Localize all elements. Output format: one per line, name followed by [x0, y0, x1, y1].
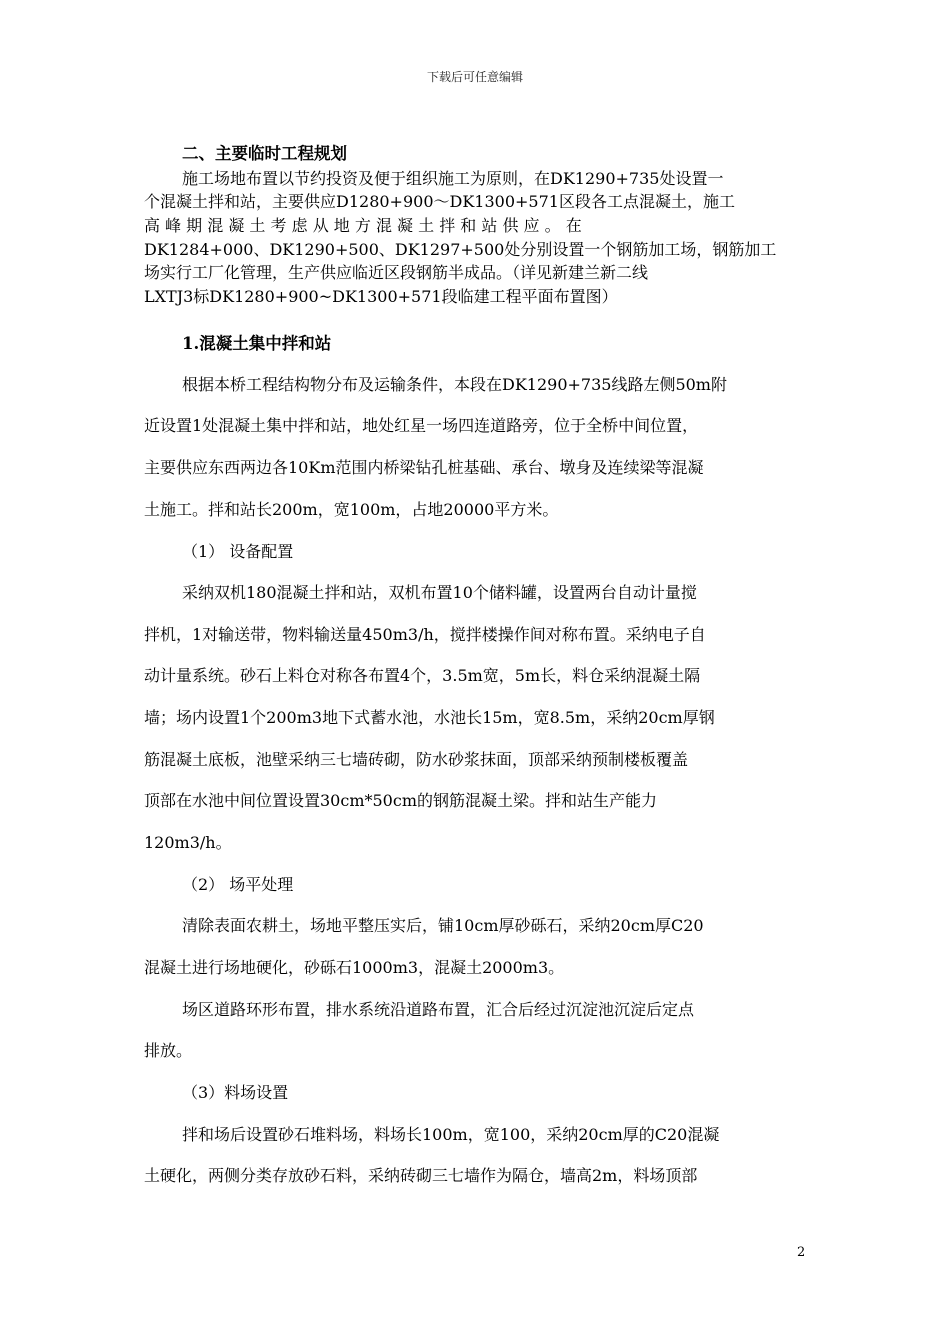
intro-line: 个混凝土拌和站，主要供应D1280+900～DK1300+571区段各工点混凝土，施工: [144, 192, 735, 211]
body-line: 近设置1处混凝土集中拌和站，地处红星一场四连道路旁，位于全桥中间位置，: [144, 416, 699, 435]
section-title: 二、主要临时工程规划: [182, 144, 347, 163]
item-heading: （3）料场设置: [182, 1083, 289, 1102]
page-number: 2: [797, 1245, 806, 1260]
intro-line: LXTJ3标DK1280+900~DK1300+571段临建工程平面布置图）: [144, 287, 618, 306]
page-header: 下载后可任意编辑: [426, 70, 523, 84]
body-line: 混凝土进行场地硬化，砂砾石1000m3，混凝土2000m3。: [144, 958, 565, 977]
body-line: 采纳双机180混凝土拌和站，双机布置10个储料罐，设置两台自动计量搅: [182, 583, 697, 602]
body-line: 墙；场内设置1个200m3地下式蓄水池，水池长15m，宽8.5m，采纳20cm厚钢: [144, 708, 715, 727]
body-line: 场区道路环形布置，排水系统沿道路布置，汇合后经过沉淀池沉淀后定点: [182, 1000, 695, 1019]
body-line: 拌机，1对输送带，物料输送量450m3/h，搅拌楼操作间对称布置。采纳电子自: [144, 625, 706, 644]
body-line: 筋混凝土底板，池壁采纳三七墙砖砌，防水砂浆抹面，顶部采纳预制楼板覆盖: [144, 750, 689, 769]
subsection-title: 1.混凝土集中拌和站: [182, 334, 332, 353]
body-line: 清除表面农耕土，场地平整压实后，铺10cm厚砂砾石，采纳20cm厚C20: [182, 916, 704, 935]
body-line: 拌和场后设置砂石堆料场，料场长100m，宽100，采纳20cm厚的C20混凝: [182, 1125, 720, 1144]
body-line: 动计量系统。砂石上料仓对称各布置4个，3.5m宽，5m长，料仓采纳混凝土隔: [144, 666, 701, 685]
intro-line: 场实行工厂化管理，生产供应临近区段钢筋半成品。（详见新建兰新二线: [144, 263, 649, 282]
intro-line: 施工场地布置以节约投资及便于组织施工为原则，在DK1290+735处设置一: [182, 169, 724, 188]
intro-line: DK1284+000、DK1290+500、DK1297+500处分别设置一个钢筋加工场，钢筋加工: [144, 240, 777, 259]
body-line: 120m3/h。: [144, 833, 232, 852]
body-line: 土施工。拌和站长200m，宽100m，占地20000平方米。: [144, 500, 559, 519]
intro-line: 高 峰 期 混 凝 土 考 虑 从 地 方 混 凝 土 拌 和 站 供 应 。 在: [144, 216, 582, 235]
item-heading: （2） 场平处理: [182, 875, 294, 894]
item-heading: （1） 设备配置: [182, 542, 294, 561]
body-line: 土硬化，两侧分类存放砂石料，采纳砖砌三七墙作为隔仓，墙高2m，料场顶部: [144, 1166, 698, 1185]
body-line: 根据本桥工程结构物分布及运输条件，本段在DK1290+735线路左侧50m附: [182, 375, 727, 394]
body-line: 顶部在水池中间位置设置30cm*50cm的钢筋混凝土梁。拌和站生产能力: [144, 791, 657, 810]
body-line: 主要供应东西两边各10Km范围内桥梁钻孔桩基础、承台、墩身及连续梁等混凝: [144, 458, 704, 477]
body-line: 排放。: [144, 1041, 193, 1060]
